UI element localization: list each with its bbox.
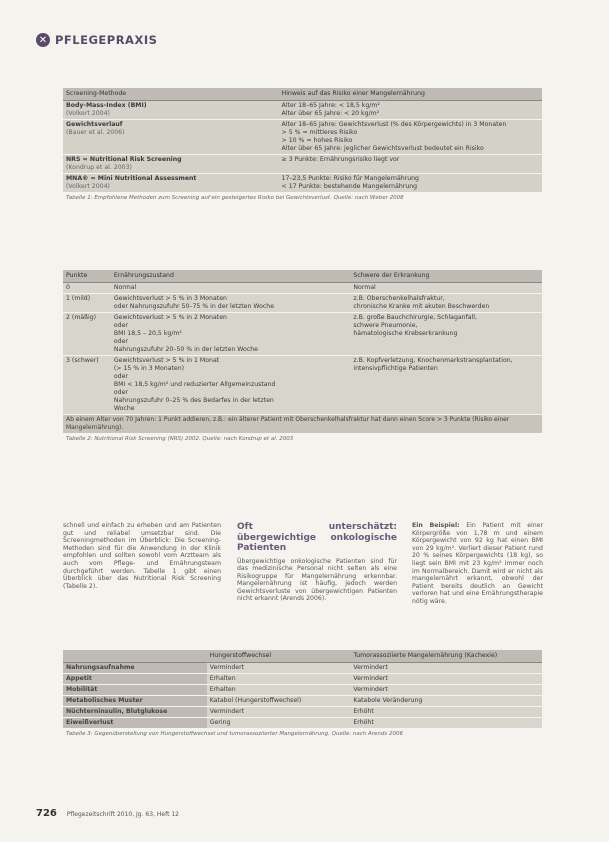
hunger-cell: Vermindert (207, 707, 351, 718)
cachexia-cell: Erhöht (350, 718, 542, 729)
cachexia-cell: Vermindert (350, 685, 542, 696)
table3-header-hunger: Hungerstoffwechsel (207, 650, 351, 663)
section-logo-icon: ✕ (36, 33, 50, 47)
table-row (63, 707, 542, 718)
hunger-cell: Erhalten (207, 685, 351, 696)
cachexia-cell: Vermindert (350, 674, 542, 685)
hint-line: > 5 % = mittleres Risiko (281, 129, 358, 136)
method-source: (Volkert 2004) (66, 183, 110, 190)
table-row (63, 663, 542, 674)
state-line: BMI < 18,5 kg/m² und reduzierter Allgemeinzustand (113, 381, 276, 388)
state-line: (> 15 % in 3 Monaten) (113, 365, 185, 372)
table-row (63, 101, 542, 120)
severity-line: hämatologische Krebserkrankung (353, 330, 458, 337)
table2-header-points: Punkte (63, 270, 111, 283)
hint-line: Alter über 65 Jahre: jeglicher Gewichtsverlust bedeutet ein Risiko (281, 145, 484, 152)
row-label: Metabolisches Muster (63, 696, 207, 707)
severity-line: z.B. große Bauchchirurgie, Schlaganfall, (353, 314, 477, 321)
table-row (63, 685, 542, 696)
state-line: Gewichtsverlust > 5 % in 3 Monaten (113, 295, 227, 302)
table-row (63, 155, 542, 174)
body-column-2 (237, 522, 397, 603)
state-line: Normal (113, 284, 137, 291)
article-subheading: Oft unterschätzt: übergewichtige onkologische Patienten (237, 522, 397, 553)
table-row (63, 696, 542, 707)
severity-line: intensivpflichtige Patienten (353, 365, 438, 372)
method-source: (Kondrup et al. 2003) (66, 164, 132, 171)
example-lead: Ein Beispiel: (412, 522, 460, 529)
state-line: Woche (113, 405, 135, 412)
body-column-1: schnell und einfach zu erheben und am Patienten gut und reliabel umsetzbar sind. Die Screeningmethoden im Überblick: Die Screening-Methoden sind für die Anwendung in der Klinik empfohlen und sollten sowohl vom Arztteam als auch vom Pflege- und Ernährungsteam durchgeführt werden. Tabelle 1 gibt einen Überblick über das Nutritional Risk Screening (Tabelle 2). (63, 522, 221, 590)
points-cell: 2 (mäßig) (63, 313, 111, 356)
points-cell: 0 (63, 283, 111, 294)
table2-caption: Tabelle 2: Nutritional Risk Screening (NRS) 2002. Quelle: nach Kondrup et al. 2003 (66, 436, 294, 442)
table-row (63, 674, 542, 685)
row-label: Mobilität (63, 685, 207, 696)
section-header (36, 30, 157, 50)
table2-header-severity: Schwere der Erkrankung (350, 270, 542, 283)
row-label: Appetit (63, 674, 207, 685)
journal-source: Pflegezeitschrift 2010, Jg. 63, Heft 12 (66, 811, 179, 818)
state-line: Nahrungszufuhr 0–25 % des Bedarfes in der letzten (113, 397, 274, 404)
method-source: (Volkert 2004) (66, 110, 110, 117)
state-line: oder (113, 373, 128, 380)
page-footer (36, 808, 179, 819)
table1-header-hint: Hinweis auf das Risiko einer Mangelernährung (279, 88, 542, 101)
table-note-row (63, 415, 542, 434)
hint-line: Alter 18–65 Jahre: Gewichtsverlust (% des Körpergewichts) in 3 Monaten (281, 121, 507, 128)
nrs-table (63, 270, 542, 445)
hint-line: 17–23,5 Punkte: Risiko für Mangelernährung (281, 175, 419, 182)
hunger-cell: Katabol (Hungerstoffwechsel) (207, 696, 351, 707)
table1-caption: Tabelle 1: Empfohlene Methoden zum Screening auf ein gesteigertes Risiko bei Gewichtsverlust. Quelle: nach Weber 2008 (66, 195, 404, 201)
state-line: oder (113, 389, 128, 396)
cachexia-cell: Erhöht (350, 707, 542, 718)
state-line: oder (113, 338, 128, 345)
section-title: PFLEGEPRAXIS (55, 33, 158, 47)
method-name: Gewichtsverlauf (66, 121, 123, 128)
body-column-3 (412, 522, 543, 606)
severity-line: Normal (353, 284, 376, 291)
row-label: Eiweißverlust (63, 718, 207, 729)
severity-line: z.B. Oberschenkelhalsfraktur, (353, 295, 445, 302)
hint-line: > 10 % = hohes Risiko (281, 137, 353, 144)
severity-line: z.B. Kopfverletzung, Knochenmarkstransplantation, (353, 357, 513, 364)
method-source: (Bauer et al. 2006) (66, 129, 125, 136)
screening-table (63, 88, 542, 204)
method-name: MNA® = Mini Nutritional Assessment (66, 175, 197, 182)
state-line: Gewichtsverlust > 5 % in 1 Monat (113, 357, 220, 364)
hint-line: ≥ 3 Punkte: Ernährungsrisiko liegt vor (281, 156, 400, 163)
page-number: 726 (36, 808, 57, 819)
points-cell: 3 (schwer) (63, 356, 111, 415)
table-row (63, 120, 542, 155)
cachexia-cell: Vermindert (350, 663, 542, 674)
table-row (63, 174, 542, 193)
table2-header-state: Ernährungszustand (111, 270, 351, 283)
comparison-table (63, 650, 542, 740)
state-line: oder Nahrungszufuhr 50–75 % in der letzten Woche (113, 303, 275, 310)
hint-line: Alter 18–65 Jahre: < 18,5 kg/m² (281, 102, 380, 109)
table-row (63, 718, 542, 729)
points-cell: 1 (mild) (63, 294, 111, 313)
body-column-2-text: Übergewichtige onkologische Patienten sind für das medizinische Personal nicht selten als eine Risikogruppe für Mangelernährung erkennbar. Mangelernährung ist häufig, jedoch werden Gewichtsverluste von übergewichtigen Patienten nicht erkannt (Arends 2006). (237, 557, 397, 603)
severity-line: chronische Kranke mit akuten Beschwerden (353, 303, 490, 310)
method-name: Body-Mass-Index (BMI) (66, 102, 147, 109)
row-label: Nüchterninsulin, Blutglukose (63, 707, 207, 718)
cachexia-cell: Katabole Veränderung (350, 696, 542, 707)
hunger-cell: Gering (207, 718, 351, 729)
state-line: BMI 18,5 – 20,5 kg/m² (113, 330, 182, 337)
table-row (63, 356, 542, 415)
severity-line: schwere Pneumonie, (353, 322, 418, 329)
table-row (63, 294, 542, 313)
row-label: Nahrungsaufnahme (63, 663, 207, 674)
hint-line: < 17 Punkte: bestehende Mangelernährung (281, 183, 418, 190)
state-line: oder (113, 322, 128, 329)
hint-line: Alter über 65 Jahre: < 20 kg/m² (281, 110, 380, 117)
table2-note: Ab einem Alter von 70 Jahren: 1 Punkt addieren, z.B.: ein älterer Patient mit Oberschenkelhalsfraktur hat dann einen Score > 3 Punkte (Risiko einer Mangelernährung). (63, 415, 542, 434)
table-row (63, 313, 542, 356)
hunger-cell: Vermindert (207, 663, 351, 674)
state-line: Nahrungszufuhr 20–50 % in der letzten Woche (113, 346, 258, 353)
table3-header-empty (63, 650, 207, 663)
table3-caption: Tabelle 3: Gegenüberstellung von Hungerstoffwechsel und tumorassoziierter Mangelernährung. Quelle: nach Arends 2006 (66, 731, 403, 737)
hunger-cell: Erhalten (207, 674, 351, 685)
example-text: Ein Patient mit einer Körpergröße von 1,78 m und einem Körpergewicht von 92 kg hat einen BMI von 29 kg/m². Verliert dieser Patient rund 20 % seines Körpergewichts (18 kg), so liegt sein BMI mit 23 kg/m² immer noch im Normalbereich. Damit wird er nicht als mangelernährt erkannt, obwohl der Patient bereits deutlich an Gewicht verloren hat und eine Ernährungstherapie nötig wäre. (412, 522, 544, 605)
method-name: NRS = Nutritional Risk Screening (66, 156, 182, 163)
table-row (63, 283, 542, 294)
table3-header-cachexia: Tumorassoziierte Mangelernährung (Kachexie) (350, 650, 542, 663)
table1-header-method: Screening-Methode (63, 88, 279, 101)
state-line: Gewichtsverlust > 5 % in 2 Monaten (113, 314, 227, 321)
